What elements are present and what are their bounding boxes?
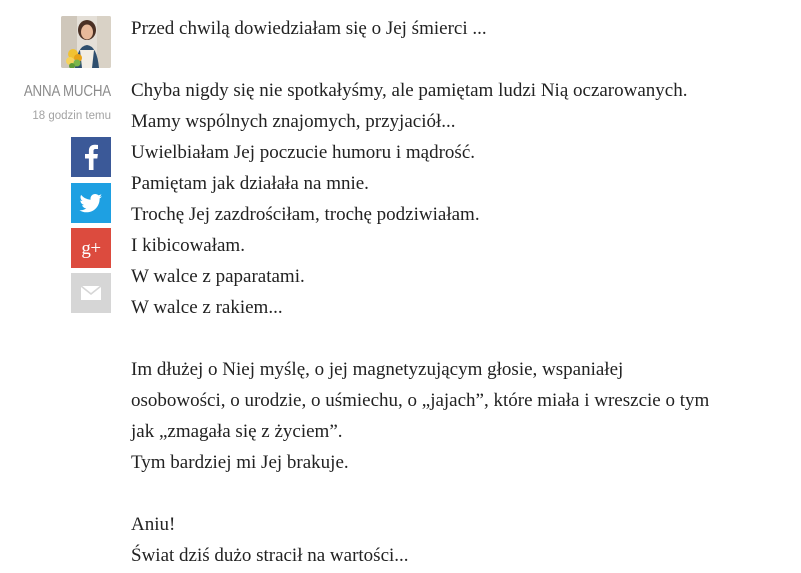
post-line: Im dłużej o Niej myślę, o jej magnetyzującym głosie, wspaniałej — [131, 359, 624, 380]
post-line: Trochę Jej zazdrościłam, trochę podziwiałam. — [131, 204, 480, 225]
author-column — [0, 0, 116, 573]
google-plus-icon: g+ — [81, 237, 101, 259]
facebook-icon — [71, 137, 111, 177]
email-icon — [71, 273, 111, 313]
twitter-icon — [71, 183, 111, 223]
post-line: Tym bardziej mi Jej brakuje. — [131, 452, 349, 473]
post-line: jak „zmagała się z życiem”. — [131, 421, 343, 442]
facebook-share-button[interactable] — [71, 137, 111, 177]
post-line: Chyba nigdy się nie spotkałyśmy, ale pamiętam ludzi Nią oczarowanych. — [131, 80, 688, 101]
post-line: Mamy wspólnych znajomych, przyjaciół... — [131, 111, 456, 132]
avatar-photo — [61, 16, 111, 68]
email-share-button[interactable] — [71, 273, 111, 313]
post-line: Pamiętam jak działała na mnie. — [131, 173, 369, 194]
post-timestamp: 18 godzin temu — [32, 110, 111, 122]
twitter-share-button[interactable] — [71, 183, 111, 223]
post-line: Aniu! — [131, 514, 176, 535]
google-plus-share-button[interactable] — [71, 228, 111, 268]
post-line: I kibicowałam. — [131, 235, 245, 256]
post-line: osobowości, o urodzie, o uśmiechu, o „jajach”, które miała i wreszcie o tym — [131, 390, 710, 411]
author-name[interactable]: ANNA MUCHA — [23, 83, 111, 100]
post-line: Świat dziś dużo stracił na wartości... — [131, 545, 409, 566]
avatar[interactable] — [61, 16, 111, 68]
post-line: W walce z rakiem... — [131, 297, 283, 318]
post-line: Uwielbiałam Jej poczucie humoru i mądrość. — [131, 142, 476, 163]
post-body — [131, 13, 791, 571]
post-line: Przed chwilą dowiedziałam się o Jej śmierci ... — [131, 18, 487, 39]
post-line: W walce z paparatami. — [131, 266, 305, 287]
